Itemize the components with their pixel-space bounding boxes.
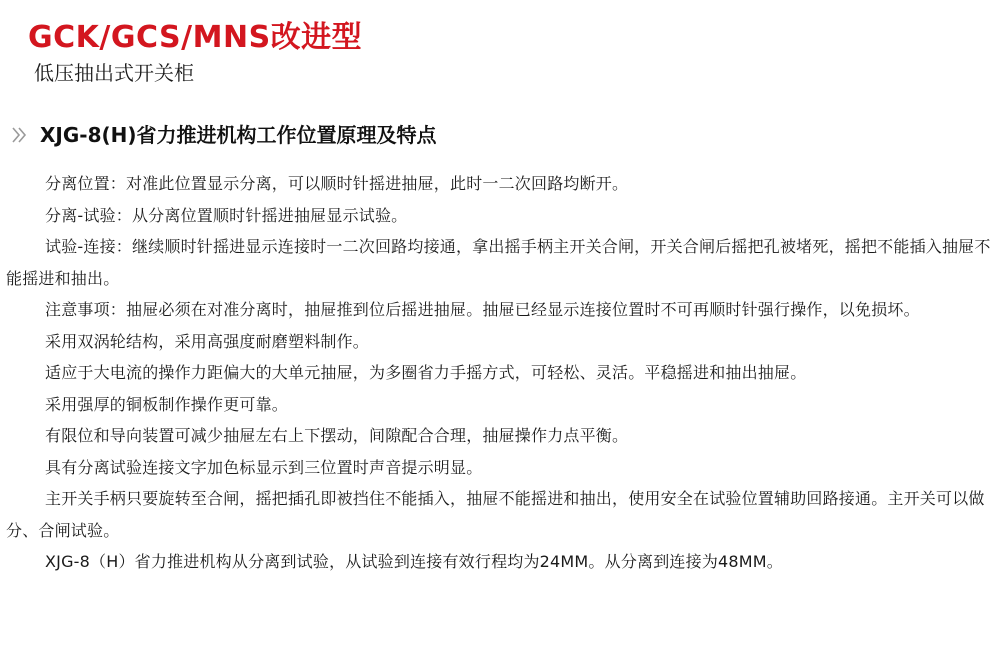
- paragraph-separation-position: 分离位置：对准此位置显示分离，可以顺时针摇进抽屉，此时一二次回路均断开。: [45, 174, 629, 193]
- double-chevron-right-icon: [8, 121, 36, 149]
- body-content: [6, 168, 1001, 578]
- page-title: GCK/GCS/MNS改进型: [28, 20, 363, 55]
- paragraph-precautions: 注意事项：抽屉必须在对准分离时，抽屉推到位后摇进抽屉。抽屉已经显示连接位置时不可再顺时针强行操作，以免损坏。: [45, 300, 920, 319]
- paragraph-double-worm-gear: 采用双涡轮结构，采用高强度耐磨塑料制作。: [45, 331, 370, 351]
- paragraph-main-switch: 主开关手柄只要旋转至合闸，摇把插孔即被挡住不能插入，抽屉不能摇进和抽出，使用安全在试验位置辅助回路接通。主开关可以做分、合闸试验。: [6, 489, 985, 540]
- paragraph-color-indicator: 具有分离试验连接文字加色标显示到三位置时声音提示明显。: [45, 457, 483, 477]
- paragraph-limit-guide: 有限位和导向装置可减少抽屉左右上下摆动，间隙配合合理，抽屉操作力点平衡。: [45, 426, 629, 445]
- section-heading: [8, 120, 437, 150]
- paragraph-copper-plate: 采用强厚的铜板制作操作更可靠。: [45, 394, 289, 414]
- page-subtitle: 低压抽出式开关柜: [34, 61, 194, 85]
- paragraph-stroke: XJG-8（H）省力推进机构从分离到试验，从试验到连接有效行程均为24MM。从分离到连接为48MM。: [45, 552, 784, 571]
- section-heading-text: XJG-8(H)省力推进机构工作位置原理及特点: [40, 123, 437, 147]
- paragraph-large-current: 适应于大电流的操作力距偏大的大单元抽屉，为多圈省力手摇方式，可轻松、灵活。平稳摇进和抽出抽屉。: [45, 363, 807, 382]
- paragraph-separation-test: 分离-试验：从分离位置顺时针摇进抽屉显示试验。: [45, 205, 408, 225]
- paragraph-test-connect: 试验-连接：继续顺时针摇进显示连接时一二次回路均接通，拿出摇手柄主开关合闸，开关合闸后摇把孔被堵死，摇把不能插入抽屉不能摇进和抽出。: [6, 237, 991, 288]
